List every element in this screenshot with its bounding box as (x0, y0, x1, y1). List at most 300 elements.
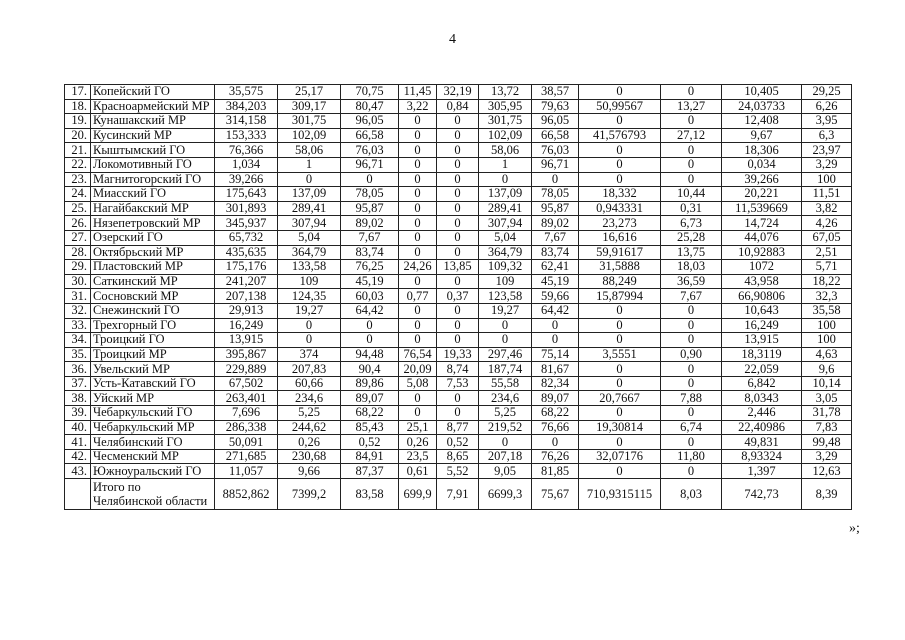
value-cell: 68,22 (532, 406, 579, 421)
value-cell: 3,95 (802, 114, 852, 129)
value-cell: 11,51 (802, 187, 852, 202)
row-number: 42. (65, 449, 91, 464)
value-cell: 309,17 (278, 99, 341, 114)
value-cell: 89,02 (341, 216, 399, 231)
value-cell: 175,643 (215, 187, 278, 202)
value-cell: 0 (399, 157, 437, 172)
value-cell: 0 (661, 157, 722, 172)
value-cell: 25,28 (661, 230, 722, 245)
value-cell: 65,732 (215, 230, 278, 245)
value-cell: 14,724 (722, 216, 802, 231)
value-cell: 0 (437, 230, 479, 245)
value-cell: 0,84 (437, 99, 479, 114)
value-cell: 10,405 (722, 85, 802, 100)
data-table-container (64, 84, 852, 510)
value-cell: 8,65 (437, 449, 479, 464)
value-cell: 0 (579, 333, 661, 348)
value-cell: 0 (661, 114, 722, 129)
row-number: 35. (65, 347, 91, 362)
table-row (65, 406, 852, 421)
value-cell: 0 (399, 216, 437, 231)
value-cell: 0 (579, 303, 661, 318)
row-number: 31. (65, 289, 91, 304)
value-cell: 44,076 (722, 230, 802, 245)
row-number: 26. (65, 216, 91, 231)
value-cell: 39,266 (215, 172, 278, 187)
value-cell: 23,273 (579, 216, 661, 231)
value-cell: 137,09 (278, 187, 341, 202)
value-cell: 301,75 (278, 114, 341, 129)
value-cell: 32,07176 (579, 449, 661, 464)
value-cell: 0 (437, 406, 479, 421)
value-cell: 0 (437, 333, 479, 348)
value-cell: 0 (437, 216, 479, 231)
value-cell: 31,5888 (579, 260, 661, 275)
value-cell: 207,83 (278, 362, 341, 377)
value-cell: 0 (661, 376, 722, 391)
value-cell: 3,22 (399, 99, 437, 114)
value-cell: 305,95 (479, 99, 532, 114)
value-cell: 76,25 (341, 260, 399, 275)
value-cell: 6,26 (802, 99, 852, 114)
value-cell: 0,77 (399, 289, 437, 304)
municipality-name: Озерский ГО (91, 230, 215, 245)
table-row (65, 391, 852, 406)
value-cell: 7,83 (802, 420, 852, 435)
value-cell: 0 (661, 85, 722, 100)
value-cell: 4,63 (802, 347, 852, 362)
value-cell: 100 (802, 333, 852, 348)
value-cell: 0 (341, 318, 399, 333)
value-cell: 5,04 (479, 230, 532, 245)
value-cell: 5,25 (479, 406, 532, 421)
value-cell: 76,366 (215, 143, 278, 158)
value-cell: 76,26 (532, 449, 579, 464)
municipality-name: Усть-Катавский ГО (91, 376, 215, 391)
value-cell: 124,35 (278, 289, 341, 304)
value-cell: 67,05 (802, 230, 852, 245)
value-cell: 3,29 (802, 449, 852, 464)
value-cell: 9,67 (722, 128, 802, 143)
value-cell: 0 (479, 172, 532, 187)
value-cell: 96,05 (341, 114, 399, 129)
value-cell: 76,03 (341, 143, 399, 158)
value-cell: 41,576793 (579, 128, 661, 143)
value-cell: 10,643 (722, 303, 802, 318)
row-number: 24. (65, 187, 91, 202)
value-cell: 286,338 (215, 420, 278, 435)
value-cell: 0,31 (661, 201, 722, 216)
table-row (65, 420, 852, 435)
municipality-name: Миасский ГО (91, 187, 215, 202)
value-cell: 1 (479, 157, 532, 172)
value-cell: 0 (437, 201, 479, 216)
value-cell: 16,616 (579, 230, 661, 245)
value-cell: 7,67 (661, 289, 722, 304)
value-cell: 49,831 (722, 435, 802, 450)
value-cell: 0 (437, 172, 479, 187)
value-cell: 301,893 (215, 201, 278, 216)
total-value-cell: 710,9315115 (579, 479, 661, 510)
value-cell: 0 (532, 333, 579, 348)
value-cell: 32,3 (802, 289, 852, 304)
value-cell: 102,09 (479, 128, 532, 143)
value-cell: 62,41 (532, 260, 579, 275)
municipality-name: Кунашакский МР (91, 114, 215, 129)
row-number: 29. (65, 260, 91, 275)
value-cell: 18,332 (579, 187, 661, 202)
value-cell: 0 (437, 245, 479, 260)
value-cell: 13,915 (722, 333, 802, 348)
value-cell: 76,03 (532, 143, 579, 158)
value-cell: 20,09 (399, 362, 437, 377)
value-cell: 32,19 (437, 85, 479, 100)
value-cell: 80,47 (341, 99, 399, 114)
page-number: 4 (449, 32, 456, 47)
value-cell: 70,75 (341, 85, 399, 100)
value-cell: 45,19 (341, 274, 399, 289)
value-cell: 20,221 (722, 187, 802, 202)
value-cell: 384,203 (215, 99, 278, 114)
municipality-name: Чебаркульский МР (91, 420, 215, 435)
value-cell: 66,90806 (722, 289, 802, 304)
row-number: 28. (65, 245, 91, 260)
value-cell: 58,06 (479, 143, 532, 158)
value-cell: 83,74 (341, 245, 399, 260)
table-row (65, 216, 852, 231)
value-cell: 25,1 (399, 420, 437, 435)
row-number: 27. (65, 230, 91, 245)
value-cell: 39,266 (722, 172, 802, 187)
municipality-name: Троицкий ГО (91, 333, 215, 348)
value-cell: 0 (399, 318, 437, 333)
municipality-name: Челябинский ГО (91, 435, 215, 450)
value-cell: 133,58 (278, 260, 341, 275)
value-cell: 153,333 (215, 128, 278, 143)
municipality-name: Магнитогорский ГО (91, 172, 215, 187)
value-cell: 0 (399, 114, 437, 129)
value-cell: 19,33 (437, 347, 479, 362)
value-cell: 75,14 (532, 347, 579, 362)
value-cell: 0 (399, 406, 437, 421)
total-label: Итого по Челябинской области (91, 479, 215, 510)
value-cell: 0 (579, 464, 661, 479)
municipality-name: Чебаркульский ГО (91, 406, 215, 421)
value-cell: 2,446 (722, 406, 802, 421)
value-cell: 5,71 (802, 260, 852, 275)
value-cell: 0 (341, 333, 399, 348)
value-cell: 109 (479, 274, 532, 289)
value-cell: 8,93324 (722, 449, 802, 464)
value-cell: 94,48 (341, 347, 399, 362)
value-cell: 22,40986 (722, 420, 802, 435)
value-cell: 31,78 (802, 406, 852, 421)
value-cell: 0 (661, 362, 722, 377)
value-cell: 8,0343 (722, 391, 802, 406)
value-cell: 0 (579, 362, 661, 377)
value-cell: 0 (278, 172, 341, 187)
value-cell: 123,58 (479, 289, 532, 304)
total-value-cell: 83,58 (341, 479, 399, 510)
total-value-cell: 7,91 (437, 479, 479, 510)
table-row (65, 128, 852, 143)
value-cell: 364,79 (479, 245, 532, 260)
municipality-name: Снежинский ГО (91, 303, 215, 318)
table-row (65, 114, 852, 129)
value-cell: 0 (278, 333, 341, 348)
value-cell: 0 (341, 172, 399, 187)
value-cell: 307,94 (479, 216, 532, 231)
value-cell: 36,59 (661, 274, 722, 289)
municipality-name: Октябрьский МР (91, 245, 215, 260)
value-cell: 19,27 (278, 303, 341, 318)
value-cell: 314,158 (215, 114, 278, 129)
municipality-name: Нагайбакский МР (91, 201, 215, 216)
row-number: 19. (65, 114, 91, 129)
value-cell: 2,51 (802, 245, 852, 260)
value-cell: 0 (479, 333, 532, 348)
value-cell: 5,04 (278, 230, 341, 245)
total-value-cell: 8,39 (802, 479, 852, 510)
value-cell: 234,6 (479, 391, 532, 406)
total-value-cell: 75,67 (532, 479, 579, 510)
value-cell: 13,85 (437, 260, 479, 275)
value-cell: 8,77 (437, 420, 479, 435)
value-cell: 9,05 (479, 464, 532, 479)
value-cell: 0,034 (722, 157, 802, 172)
value-cell: 6,842 (722, 376, 802, 391)
municipality-name: Кусинский МР (91, 128, 215, 143)
value-cell: 24,26 (399, 260, 437, 275)
value-cell: 6,74 (661, 420, 722, 435)
value-cell: 84,91 (341, 449, 399, 464)
value-cell: 11,539669 (722, 201, 802, 216)
value-cell: 1072 (722, 260, 802, 275)
value-cell: 234,6 (278, 391, 341, 406)
municipality-name: Нязепетровский МР (91, 216, 215, 231)
municipality-name: Локомотивный ГО (91, 157, 215, 172)
value-cell: 207,138 (215, 289, 278, 304)
value-cell: 1,034 (215, 157, 278, 172)
row-number: 36. (65, 362, 91, 377)
value-cell: 0 (437, 143, 479, 158)
value-cell: 0 (399, 245, 437, 260)
row-number: 20. (65, 128, 91, 143)
value-cell: 0 (399, 172, 437, 187)
value-cell: 99,48 (802, 435, 852, 450)
municipality-name: Чесменский МР (91, 449, 215, 464)
total-value-cell: 7399,2 (278, 479, 341, 510)
value-cell: 0 (479, 435, 532, 450)
value-cell: 0 (399, 333, 437, 348)
total-value-cell: 6699,3 (479, 479, 532, 510)
row-number: 43. (65, 464, 91, 479)
value-cell: 18,306 (722, 143, 802, 158)
value-cell: 1 (278, 157, 341, 172)
value-cell: 23,5 (399, 449, 437, 464)
value-cell: 7,67 (532, 230, 579, 245)
value-cell: 13,75 (661, 245, 722, 260)
value-cell: 187,74 (479, 362, 532, 377)
value-cell: 64,42 (532, 303, 579, 318)
value-cell: 0 (579, 114, 661, 129)
value-cell: 50,091 (215, 435, 278, 450)
value-cell: 25,17 (278, 85, 341, 100)
total-value-cell: 742,73 (722, 479, 802, 510)
value-cell: 0 (579, 406, 661, 421)
row-number: 30. (65, 274, 91, 289)
value-cell: 0,52 (437, 435, 479, 450)
value-cell: 11,80 (661, 449, 722, 464)
value-cell: 0 (278, 318, 341, 333)
value-cell: 0 (532, 318, 579, 333)
value-cell: 0 (479, 318, 532, 333)
row-number: 18. (65, 99, 91, 114)
value-cell: 297,46 (479, 347, 532, 362)
value-cell: 12,63 (802, 464, 852, 479)
row-number: 38. (65, 391, 91, 406)
value-cell: 89,07 (341, 391, 399, 406)
table-body (65, 85, 852, 510)
row-number: 37. (65, 376, 91, 391)
value-cell: 229,889 (215, 362, 278, 377)
value-cell: 109,32 (479, 260, 532, 275)
value-cell: 0 (399, 201, 437, 216)
value-cell: 10,14 (802, 376, 852, 391)
value-cell: 175,176 (215, 260, 278, 275)
table-row (65, 362, 852, 377)
value-cell: 7,88 (661, 391, 722, 406)
value-cell: 8,74 (437, 362, 479, 377)
value-cell: 58,06 (278, 143, 341, 158)
table-row (65, 274, 852, 289)
value-cell: 0 (579, 172, 661, 187)
value-cell: 207,18 (479, 449, 532, 464)
value-cell: 18,03 (661, 260, 722, 275)
value-cell: 82,34 (532, 376, 579, 391)
row-number: 23. (65, 172, 91, 187)
value-cell: 43,958 (722, 274, 802, 289)
value-cell: 109 (278, 274, 341, 289)
municipality-name: Красноармейский МР (91, 99, 215, 114)
value-cell: 55,58 (479, 376, 532, 391)
data-table (64, 84, 852, 510)
value-cell: 0,61 (399, 464, 437, 479)
municipality-name: Уйский МР (91, 391, 215, 406)
table-row (65, 435, 852, 450)
table-row (65, 449, 852, 464)
table-row (65, 157, 852, 172)
value-cell: 0 (661, 464, 722, 479)
value-cell: 85,43 (341, 420, 399, 435)
value-cell: 9,6 (802, 362, 852, 377)
value-cell: 0 (399, 391, 437, 406)
total-value-cell: 8,03 (661, 479, 722, 510)
value-cell: 11,057 (215, 464, 278, 479)
value-cell: 0,26 (278, 435, 341, 450)
value-cell: 435,635 (215, 245, 278, 260)
value-cell: 67,502 (215, 376, 278, 391)
value-cell: 96,71 (532, 157, 579, 172)
value-cell: 76,66 (532, 420, 579, 435)
value-cell: 0 (579, 376, 661, 391)
value-cell: 23,97 (802, 143, 852, 158)
value-cell: 7,696 (215, 406, 278, 421)
value-cell: 0 (399, 230, 437, 245)
value-cell: 0 (437, 187, 479, 202)
value-cell: 0 (579, 85, 661, 100)
value-cell: 29,25 (802, 85, 852, 100)
row-number: 32. (65, 303, 91, 318)
value-cell: 60,66 (278, 376, 341, 391)
value-cell: 395,867 (215, 347, 278, 362)
value-cell: 60,03 (341, 289, 399, 304)
value-cell: 263,401 (215, 391, 278, 406)
value-cell: 0 (399, 143, 437, 158)
value-cell: 10,92883 (722, 245, 802, 260)
value-cell: 289,41 (278, 201, 341, 216)
row-number: 21. (65, 143, 91, 158)
value-cell: 18,22 (802, 274, 852, 289)
value-cell: 0,943331 (579, 201, 661, 216)
value-cell: 0 (532, 435, 579, 450)
value-cell: 68,22 (341, 406, 399, 421)
value-cell: 9,66 (278, 464, 341, 479)
value-cell: 0 (437, 274, 479, 289)
total-value-cell: 699,9 (399, 479, 437, 510)
value-cell: 0 (579, 435, 661, 450)
value-cell: 5,08 (399, 376, 437, 391)
value-cell: 307,94 (278, 216, 341, 231)
value-cell: 0 (661, 172, 722, 187)
value-cell: 29,913 (215, 303, 278, 318)
value-cell: 81,85 (532, 464, 579, 479)
value-cell: 27,12 (661, 128, 722, 143)
municipality-name: Саткинский МР (91, 274, 215, 289)
value-cell: 76,54 (399, 347, 437, 362)
value-cell: 35,575 (215, 85, 278, 100)
value-cell: 0 (437, 157, 479, 172)
value-cell: 89,07 (532, 391, 579, 406)
table-row (65, 376, 852, 391)
value-cell: 0 (399, 274, 437, 289)
value-cell: 5,52 (437, 464, 479, 479)
value-cell: 0 (437, 114, 479, 129)
value-cell: 15,87994 (579, 289, 661, 304)
value-cell: 0,26 (399, 435, 437, 450)
closing-mark: »; (849, 521, 860, 536)
table-row (65, 333, 852, 348)
table-row (65, 260, 852, 275)
table-row (65, 143, 852, 158)
value-cell: 3,05 (802, 391, 852, 406)
table-row (65, 464, 852, 479)
value-cell: 0 (661, 406, 722, 421)
municipality-name: Южноуральский ГО (91, 464, 215, 479)
value-cell: 3,5551 (579, 347, 661, 362)
value-cell: 0 (661, 143, 722, 158)
value-cell: 66,58 (341, 128, 399, 143)
value-cell: 6,3 (802, 128, 852, 143)
table-row (65, 318, 852, 333)
value-cell: 0 (437, 391, 479, 406)
value-cell: 0 (399, 128, 437, 143)
value-cell: 5,25 (278, 406, 341, 421)
value-cell: 96,05 (532, 114, 579, 129)
value-cell: 78,05 (532, 187, 579, 202)
value-cell: 13,72 (479, 85, 532, 100)
municipality-name: Увельский МР (91, 362, 215, 377)
